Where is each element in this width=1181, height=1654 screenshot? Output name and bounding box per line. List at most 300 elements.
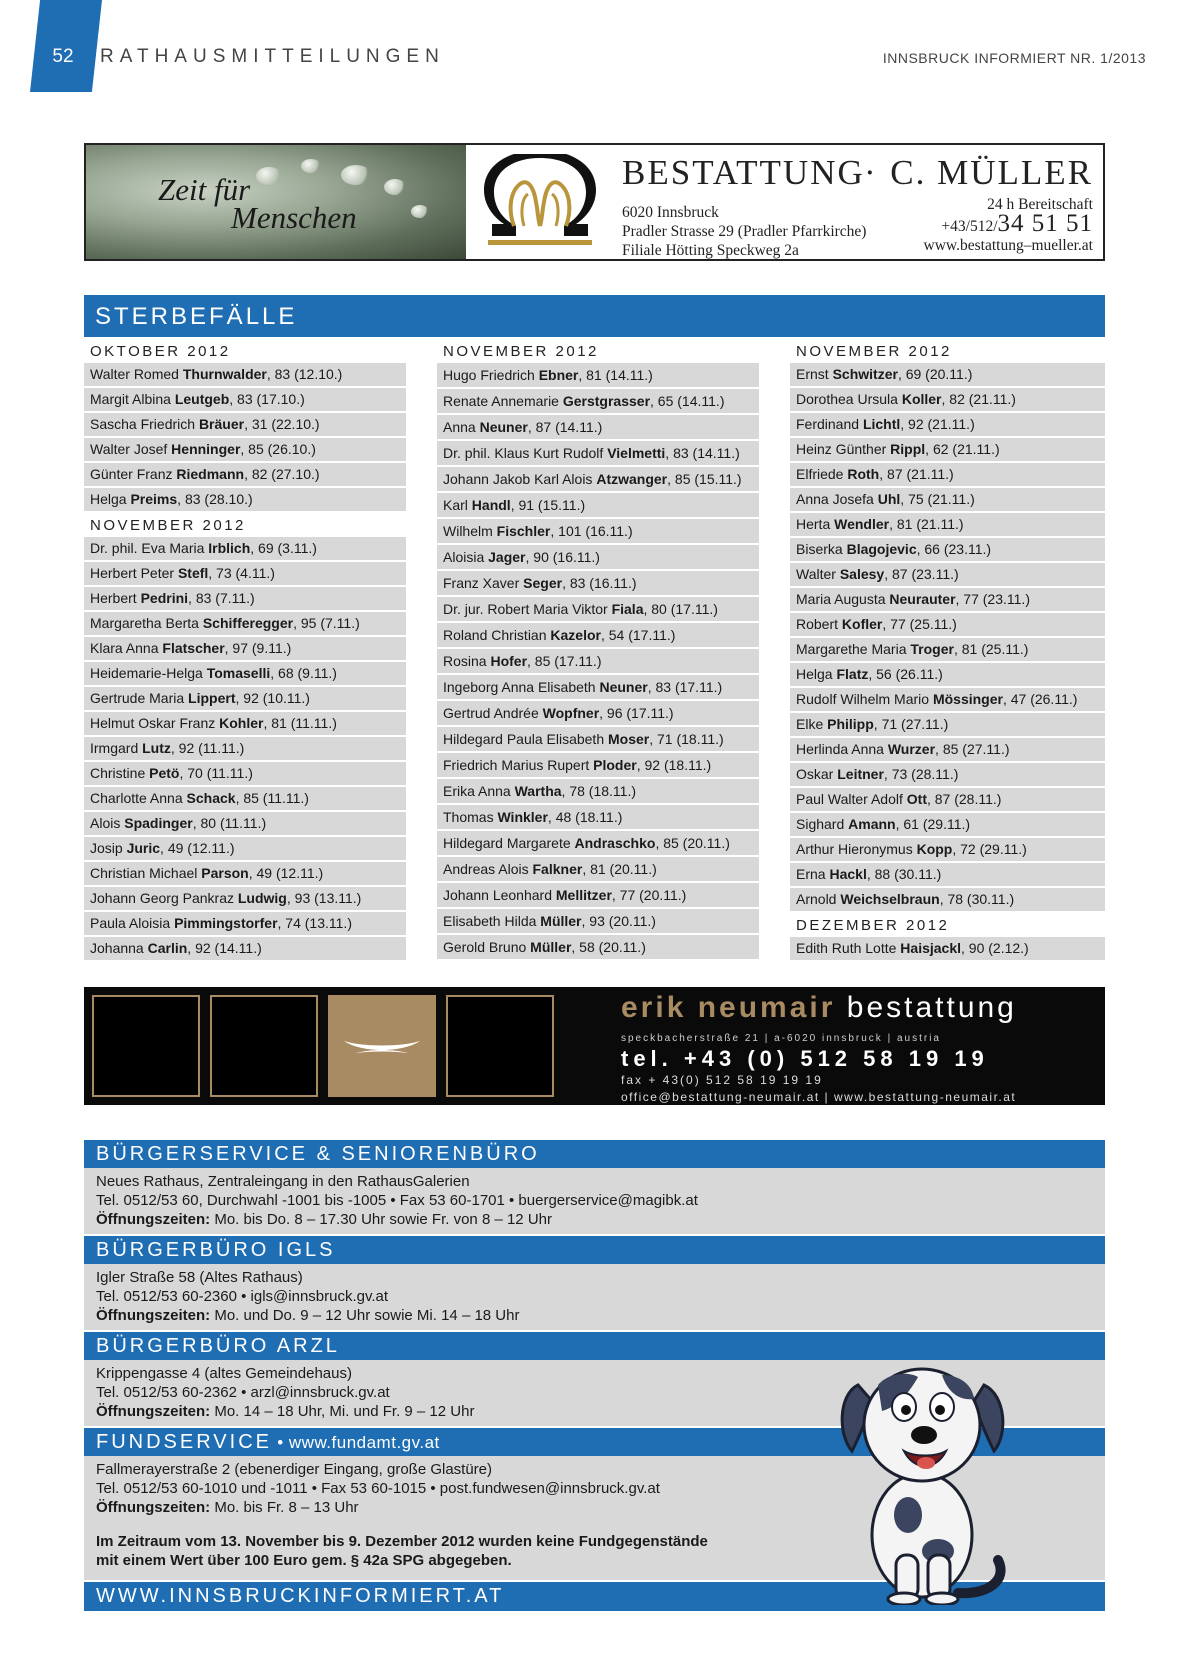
entry-given-names: Irmgard — [90, 740, 143, 756]
entry-age-date: , 88 (30.11.) — [866, 866, 942, 882]
death-notice-entry — [84, 712, 406, 735]
entry-surname: Schack — [186, 790, 236, 806]
death-notice-entry — [790, 563, 1105, 586]
entry-age-date: , 62 (21.11.) — [925, 441, 1000, 457]
death-notice-entry — [790, 463, 1105, 486]
death-notice-entry — [437, 701, 759, 725]
death-notice-entry — [437, 571, 759, 595]
entry-given-names: Johann Leonhard — [443, 887, 556, 903]
death-notice-entry — [84, 912, 406, 935]
death-notice-entry — [84, 837, 406, 860]
entry-surname: Ludwig — [237, 890, 287, 906]
entry-age-date: , 85 (20.11.) — [655, 835, 730, 851]
entry-age-date: , 92 (21.11.) — [900, 416, 975, 432]
death-notice-entry — [437, 831, 759, 855]
entry-given-names: Alois — [90, 815, 125, 831]
ad-mueller-contact — [614, 145, 1103, 259]
entry-surname: Leitner — [837, 766, 884, 782]
death-notice-entry — [437, 883, 759, 907]
death-notice-entry — [437, 597, 759, 621]
death-notice-entry — [437, 623, 759, 647]
entry-surname: Juric — [126, 840, 161, 856]
entry-surname: Wurzer — [887, 741, 936, 757]
entry-given-names: Dr. phil. Eva Maria — [90, 540, 209, 556]
entry-age-date: , 97 (9.11.) — [224, 640, 292, 656]
service-line: Tel. 0512/53 60-2362 • arzl@innsbruck.gv.at — [96, 1384, 390, 1401]
entry-age-date: , 58 (20.11.) — [571, 939, 646, 955]
entry-given-names: Edith Ruth Lotte — [796, 940, 901, 956]
ad-slogan-line2: Menschen — [231, 200, 357, 235]
service-line: Neues Rathaus, Zentraleingang in den RathausGalerien — [96, 1173, 470, 1190]
entry-age-date: , 74 (13.11.) — [277, 915, 352, 931]
entry-surname: Wartha — [514, 783, 562, 799]
ad-website: www.bestattung–mueller.at — [923, 237, 1093, 254]
ad-slogan-line1: Zeit für — [158, 172, 251, 207]
entry-age-date: , 69 (3.11.) — [250, 540, 317, 556]
death-notice-entry — [84, 862, 406, 885]
entry-given-names: Karl — [443, 497, 472, 513]
death-notice-entry — [790, 413, 1105, 436]
death-notice-entry — [437, 363, 759, 387]
entry-given-names: Walter Josef — [90, 441, 172, 457]
entry-given-names: Anna Josefa — [796, 491, 878, 507]
entry-given-names: Walter Romed — [90, 366, 183, 382]
month-heading: NOVEMBER 2012 — [437, 339, 759, 363]
entry-age-date: , 75 (21.11.) — [900, 491, 975, 507]
death-notice-entry — [790, 638, 1105, 661]
entry-surname: Hackl — [829, 866, 867, 882]
entry-given-names: Thomas — [443, 809, 498, 825]
entry-given-names: Andreas Alois — [443, 861, 533, 877]
entry-given-names: Dorothea Ursula — [796, 391, 902, 407]
entry-surname: Rippl — [890, 441, 926, 457]
entry-given-names: Arthur Hieronymus — [796, 841, 917, 857]
entry-surname: Spadinger — [124, 815, 193, 831]
service-hours — [96, 1210, 1093, 1229]
entry-given-names: Roland Christian — [443, 627, 551, 643]
ad-address-line: Filiale Hötting Speckweg 2a — [622, 242, 799, 259]
entry-age-date: , 77 (23.11.) — [955, 591, 1030, 607]
death-notice-entry — [790, 588, 1105, 611]
service-hours — [96, 1306, 1093, 1325]
entry-surname: Gerstgrasser — [562, 393, 651, 409]
ad-bestattung-mueller — [84, 143, 1105, 261]
entry-given-names: Heinz Günther — [796, 441, 891, 457]
entry-surname: Haisjackl — [900, 940, 962, 956]
entry-age-date: , 66 (23.11.) — [916, 541, 992, 557]
entry-given-names: Helga — [90, 491, 131, 507]
entry-age-date: , 73 (4.11.) — [208, 565, 275, 581]
hours-label: Öffnungszeiten: — [96, 1403, 211, 1420]
entry-given-names: Gerold Bruno — [443, 939, 531, 955]
entry-given-names: Robert — [796, 616, 842, 632]
entry-surname: Atzwanger — [596, 471, 668, 487]
entry-age-date: , 81 (11.11.) — [263, 715, 337, 731]
entry-age-date: , 69 (20.11.) — [897, 366, 973, 382]
death-notice-entry — [790, 513, 1105, 536]
ad-neumair-email-web: office@bestattung-neumair.at | www.bestattung-neumair.at — [621, 1090, 1017, 1104]
entry-given-names: Biserka — [796, 541, 847, 557]
entry-age-date: , 31 (22.10.) — [244, 416, 320, 432]
entry-age-date: , 92 (14.11.) — [187, 940, 262, 956]
death-notice-entry — [84, 887, 406, 910]
entry-given-names: Wilhelm — [443, 523, 497, 539]
entry-surname: Riedmann — [176, 466, 245, 482]
entry-age-date: , 92 (11.11.) — [170, 740, 245, 756]
service-header-buergerservice: BÜRGERSERVICE & SENIORENBÜRO — [84, 1140, 1105, 1168]
death-notice-entry — [437, 779, 759, 803]
entry-age-date: , 85 (11.11.) — [235, 790, 309, 806]
death-notice-entry — [790, 738, 1105, 761]
entry-given-names: Hugo Friedrich — [443, 367, 539, 383]
entry-age-date: , 93 (13.11.) — [286, 890, 362, 906]
entry-surname: Andraschko — [574, 835, 656, 851]
death-notice-entry — [437, 909, 759, 933]
entry-given-names: Elfriede — [796, 466, 848, 482]
entry-surname: Wopfner — [542, 705, 600, 721]
ad-address — [622, 203, 866, 260]
entry-surname: Salesy — [839, 566, 885, 582]
ad-brand-separator: · — [864, 153, 876, 192]
entry-age-date: , 77 (25.11.) — [882, 616, 957, 632]
entry-surname: Neuner — [479, 419, 528, 435]
entry-surname: Vielmetti — [607, 445, 666, 461]
entry-surname: Kofler — [841, 616, 883, 632]
entry-given-names: Paula Aloisia — [90, 915, 175, 931]
entry-surname: Seger — [523, 575, 563, 591]
entry-surname: Neurauter — [889, 591, 956, 607]
entry-given-names: Friedrich Marius Rupert — [443, 757, 594, 773]
entry-surname: Lutz — [142, 740, 171, 756]
entry-age-date: , 87 (23.11.) — [884, 566, 959, 582]
ad-phone-prefix: +43/512/ — [941, 218, 998, 235]
entry-given-names: Gertrude Maria — [90, 690, 189, 706]
ad-address-line: Pradler Strasse 29 (Pradler Pfarrkirche) — [622, 223, 867, 240]
entry-surname: Hofer — [490, 653, 528, 669]
issue-label: INNSBRUCK INFORMIERT NR. 1/2013 — [882, 50, 1146, 66]
entry-given-names: Heidemarie-Helga — [90, 665, 207, 681]
entry-given-names: Johanna — [90, 940, 148, 956]
entry-surname: Roth — [847, 466, 880, 482]
death-notice-entry — [790, 863, 1105, 886]
death-notice-entry — [790, 613, 1105, 636]
entry-surname: Kazelor — [550, 627, 601, 643]
death-notice-entry — [437, 753, 759, 777]
entry-age-date: , 90 (16.11.) — [525, 549, 600, 565]
entry-surname: Ploder — [593, 757, 637, 773]
entry-surname: Handl — [471, 497, 511, 513]
entry-given-names: Josip — [90, 840, 127, 856]
entry-age-date: , 70 (11.11.) — [179, 765, 253, 781]
ad-neumair-name: erik neumair — [621, 991, 836, 1024]
death-notice-entry — [790, 538, 1105, 561]
ad-frame — [446, 995, 554, 1097]
entry-given-names: Rosina — [443, 653, 491, 669]
entry-age-date: , 83 (17.10.) — [229, 391, 305, 407]
month-heading: OKTOBER 2012 — [84, 339, 406, 363]
hours-text: Mo. bis Do. 8 – 17.30 Uhr sowie Fr. von 8 – 12 Uhr — [210, 1211, 552, 1228]
hours-text: Mo. und Do. 9 – 12 Uhr sowie Mi. 14 – 18 Uhr — [210, 1307, 520, 1324]
hours-label: Öffnungszeiten: — [96, 1499, 211, 1516]
entry-age-date: , 49 (12.11.) — [248, 865, 324, 881]
entry-age-date: , 48 (18.11.) — [547, 809, 623, 825]
entry-surname: Müller — [540, 913, 582, 929]
entry-age-date: , 83 (16.11.) — [562, 575, 637, 591]
entry-given-names: Charlotte Anna — [90, 790, 187, 806]
entry-age-date: , 85 (27.11.) — [935, 741, 1010, 757]
entry-age-date: , 47 (26.11.) — [1002, 691, 1078, 707]
dog-mascot-icon — [838, 1355, 1018, 1610]
entry-given-names: Dr. phil. Klaus Kurt Rudolf — [443, 445, 608, 461]
service-line: Krippengasse 4 (altes Gemeindehaus) — [96, 1365, 352, 1382]
death-notice-entry — [84, 388, 406, 411]
entry-given-names: Anna — [443, 419, 480, 435]
entry-given-names: Herbert — [90, 590, 141, 606]
entry-given-names: Herta — [796, 516, 835, 532]
entry-given-names: Sighard — [796, 816, 849, 832]
entry-given-names: Hildegard Margarete — [443, 835, 575, 851]
entry-given-names: Erna — [796, 866, 830, 882]
entry-surname: Pedrini — [140, 590, 189, 606]
death-notice-entry — [790, 713, 1105, 736]
month-heading: DEZEMBER 2012 — [790, 913, 1105, 937]
entry-surname: Falkner — [532, 861, 583, 877]
entry-age-date: , 68 (9.11.) — [270, 665, 337, 681]
entry-given-names: Oskar — [796, 766, 838, 782]
entry-age-date: , 54 (17.11.) — [600, 627, 676, 643]
entry-age-date: , 71 (18.11.) — [649, 731, 724, 747]
entry-age-date: , 92 (18.11.) — [636, 757, 712, 773]
death-notice-entry — [437, 649, 759, 673]
entry-given-names: Herlinda Anna — [796, 741, 888, 757]
entry-given-names: Ernst — [796, 366, 833, 382]
death-notice-entry — [84, 562, 406, 585]
ad-availability: 24 h Bereitschaft — [987, 196, 1093, 213]
entry-age-date: , 81 (25.11.) — [953, 641, 1029, 657]
omega-logo-icon — [466, 145, 614, 259]
month-heading: NOVEMBER 2012 — [84, 513, 406, 537]
month-heading: NOVEMBER 2012 — [790, 339, 1105, 363]
death-notice-entry — [84, 687, 406, 710]
entry-age-date: , 95 (7.11.) — [293, 615, 360, 631]
entry-surname: Kopp — [916, 841, 953, 857]
entry-surname: Mössinger — [932, 691, 1003, 707]
entry-age-date: , 78 (30.11.) — [939, 891, 1015, 907]
entry-surname: Koller — [901, 391, 942, 407]
death-notice-entry — [84, 537, 406, 560]
entry-age-date: , 56 (26.11.) — [868, 666, 943, 682]
entry-given-names: Johann Jakob Karl Alois — [443, 471, 597, 487]
entry-surname: Leutgeb — [174, 391, 230, 407]
death-notice-entry — [790, 688, 1105, 711]
entry-age-date: , 81 (21.11.) — [889, 516, 964, 532]
ad-neumair-fax: fax + 43(0) 512 58 19 19 19 — [621, 1073, 823, 1087]
entry-surname: Philipp — [827, 716, 874, 732]
entry-surname: Pimmingstorfer — [174, 915, 278, 931]
service-line: Fallmerayerstraße 2 (ebenerdiger Eingang, große Glastüre) — [96, 1461, 493, 1478]
death-notice-entry — [790, 937, 1105, 960]
death-notice-entry — [437, 467, 759, 491]
entry-age-date: , 85 (17.11.) — [527, 653, 602, 669]
entry-age-date: , 80 (11.11.) — [192, 815, 267, 831]
entry-given-names: Elisabeth Hilda — [443, 913, 541, 929]
entry-given-names: Dr. jur. Robert Maria Viktor — [443, 601, 612, 617]
service-line: Tel. 0512/53 60-2360 • igls@innsbruck.gv.at — [96, 1288, 389, 1305]
entry-surname: Fischler — [496, 523, 551, 539]
entry-surname: Tomaselli — [206, 665, 271, 681]
entry-age-date: , 93 (20.11.) — [581, 913, 656, 929]
entry-surname: Jager — [488, 549, 526, 565]
death-notice-entry — [790, 663, 1105, 686]
entry-age-date: , 87 (21.11.) — [879, 466, 954, 482]
ad-frame — [92, 995, 200, 1097]
page-number: 52 — [52, 46, 74, 67]
fundservice-url: • www.fundamt.gv.at — [272, 1433, 440, 1452]
entry-given-names: Helmut Oskar Franz — [90, 715, 220, 731]
entry-age-date: , 71 (27.11.) — [873, 716, 949, 732]
hours-text: Mo. 14 – 18 Uhr, Mi. und Fr. 9 – 12 Uhr — [210, 1403, 475, 1420]
death-notice-entry — [790, 813, 1105, 836]
entry-surname: Wendler — [834, 516, 890, 532]
entry-surname: Carlin — [147, 940, 188, 956]
death-notice-entry — [437, 675, 759, 699]
entry-given-names: Margaretha Berta — [90, 615, 203, 631]
service-header-arzl: BÜRGERBÜRO ARZL — [84, 1332, 1105, 1360]
entry-surname: Ebner — [538, 367, 579, 383]
death-notice-entry — [790, 388, 1105, 411]
death-notice-entry — [790, 363, 1105, 386]
death-notice-entry — [437, 519, 759, 543]
entry-given-names: Johann Georg Pankraz — [90, 890, 238, 906]
death-notice-entry — [437, 493, 759, 517]
entry-age-date: , 85 (26.10.) — [240, 441, 316, 457]
footer-website: WWW.INNSBRUCKINFORMIERT.AT — [84, 1582, 1105, 1611]
entry-surname: Schwitzer — [832, 366, 898, 382]
hours-label: Öffnungszeiten: — [96, 1211, 211, 1228]
sterbefaelle-column-1 — [84, 339, 406, 962]
death-notice-entry — [437, 857, 759, 881]
death-notice-entry — [790, 838, 1105, 861]
service-body-igls — [84, 1264, 1105, 1330]
death-notice-entry — [84, 762, 406, 785]
ad-brand-name: C. MÜLLER — [890, 153, 1093, 192]
hours-text: Mo. bis Fr. 8 – 13 Uhr — [210, 1499, 359, 1516]
entry-surname: Troger — [910, 641, 954, 657]
entry-age-date: , 83 (7.11.) — [188, 590, 255, 606]
entry-surname: Uhl — [877, 491, 901, 507]
death-notice-entry — [437, 441, 759, 465]
entry-age-date: , 83 (12.10.) — [266, 366, 343, 382]
entry-surname: Thurnwalder — [182, 366, 267, 382]
sterbefaelle-column-2 — [437, 339, 759, 961]
entry-surname: Neuner — [599, 679, 648, 695]
entry-given-names: Hildegard Paula Elisabeth — [443, 731, 608, 747]
entry-surname: Schifferegger — [202, 615, 294, 631]
wing-icon — [342, 1031, 422, 1061]
death-notice-entry — [437, 935, 759, 959]
death-notice-entry — [84, 937, 406, 960]
entry-surname: Mellitzer — [555, 887, 612, 903]
death-notice-entry — [790, 763, 1105, 786]
entry-surname: Ott — [906, 791, 927, 807]
death-notice-entry — [437, 415, 759, 439]
entry-surname: Kohler — [219, 715, 264, 731]
ad-neumair-title — [621, 991, 1017, 1025]
ad-neumair-address: speckbacherstraße 21 | a-6020 innsbruck | austria — [621, 1033, 941, 1044]
section-title: RATHAUSMITTEILUNGEN — [100, 46, 445, 67]
entry-age-date: , 101 (16.11.) — [550, 523, 633, 539]
death-notice-entry — [84, 662, 406, 685]
entry-surname: Bräuer — [198, 416, 245, 432]
death-notice-entry — [84, 488, 406, 511]
entry-surname: Lippert — [188, 690, 236, 706]
death-notice-entry — [84, 637, 406, 660]
entry-given-names: Franz Xaver — [443, 575, 524, 591]
death-notice-entry — [84, 363, 406, 386]
ad-brand: BESTATTUNG — [622, 153, 865, 192]
entry-age-date: , 83 (28.10.) — [177, 491, 253, 507]
death-notice-entry — [437, 389, 759, 413]
entry-given-names: Gertrud Andrée — [443, 705, 543, 721]
service-line: Igler Straße 58 (Altes Rathaus) — [96, 1269, 303, 1286]
entry-age-date: , 83 (14.11.) — [665, 445, 740, 461]
entry-given-names: Günter Franz — [90, 466, 177, 482]
entry-given-names: Ferdinand — [796, 416, 863, 432]
death-notice-entry — [84, 812, 406, 835]
entry-given-names: Aloisia — [443, 549, 489, 565]
ad-contact-right — [924, 195, 1093, 255]
entry-surname: Flatscher — [162, 640, 225, 656]
entry-age-date: , 91 (15.11.) — [510, 497, 586, 513]
entry-age-date: , 78 (18.11.) — [561, 783, 636, 799]
entry-given-names: Walter — [796, 566, 840, 582]
entry-given-names: Elke — [796, 716, 828, 732]
entry-age-date: , 87 (28.11.) — [926, 791, 1002, 807]
death-notice-entry — [437, 727, 759, 751]
fund-notice-line: mit einem Wert über 100 Euro gem. § 42a SPG abgegeben. — [96, 1552, 512, 1569]
entry-surname: Henninger — [171, 441, 241, 457]
entry-given-names: Rudolf Wilhelm Mario — [796, 691, 933, 707]
entry-given-names: Paul Walter Adolf — [796, 791, 907, 807]
fund-notice-line: Im Zeitraum vom 13. November bis 9. Dezember 2012 wurden keine Fundgegenstände — [96, 1533, 708, 1550]
entry-given-names: Ingeborg Anna Elisabeth — [443, 679, 600, 695]
entry-age-date: , 82 (27.10.) — [244, 466, 320, 482]
entry-surname: Weichselbraun — [840, 891, 940, 907]
entry-given-names: Margit Albina — [90, 391, 175, 407]
ad-photo-leaf — [86, 145, 466, 259]
entry-age-date: , 65 (14.11.) — [650, 393, 725, 409]
entry-given-names: Klara Anna — [90, 640, 163, 656]
entry-given-names: Margarethe Maria — [796, 641, 911, 657]
sterbefaelle-column-3 — [790, 339, 1105, 962]
entry-given-names: Helga — [796, 666, 837, 682]
entry-surname: Fiala — [611, 601, 644, 617]
entry-given-names: Christian Michael — [90, 865, 202, 881]
entry-surname: Flatz — [836, 666, 869, 682]
service-body-buergerservice — [84, 1168, 1105, 1234]
entry-surname: Petö — [149, 765, 180, 781]
entry-age-date: , 90 (2.12.) — [961, 940, 1029, 956]
entry-age-date: , 49 (12.11.) — [160, 840, 235, 856]
entry-given-names: Maria Augusta — [796, 591, 890, 607]
ad-neumair-phone: tel. +43 (0) 512 58 19 19 — [621, 1046, 989, 1071]
entry-surname: Irblich — [208, 540, 251, 556]
death-notice-entry — [84, 463, 406, 486]
entry-surname: Lichtl — [862, 416, 901, 432]
death-notice-entry — [790, 888, 1105, 911]
entry-given-names: Erika Anna — [443, 783, 515, 799]
entry-age-date: , 82 (21.11.) — [941, 391, 1016, 407]
